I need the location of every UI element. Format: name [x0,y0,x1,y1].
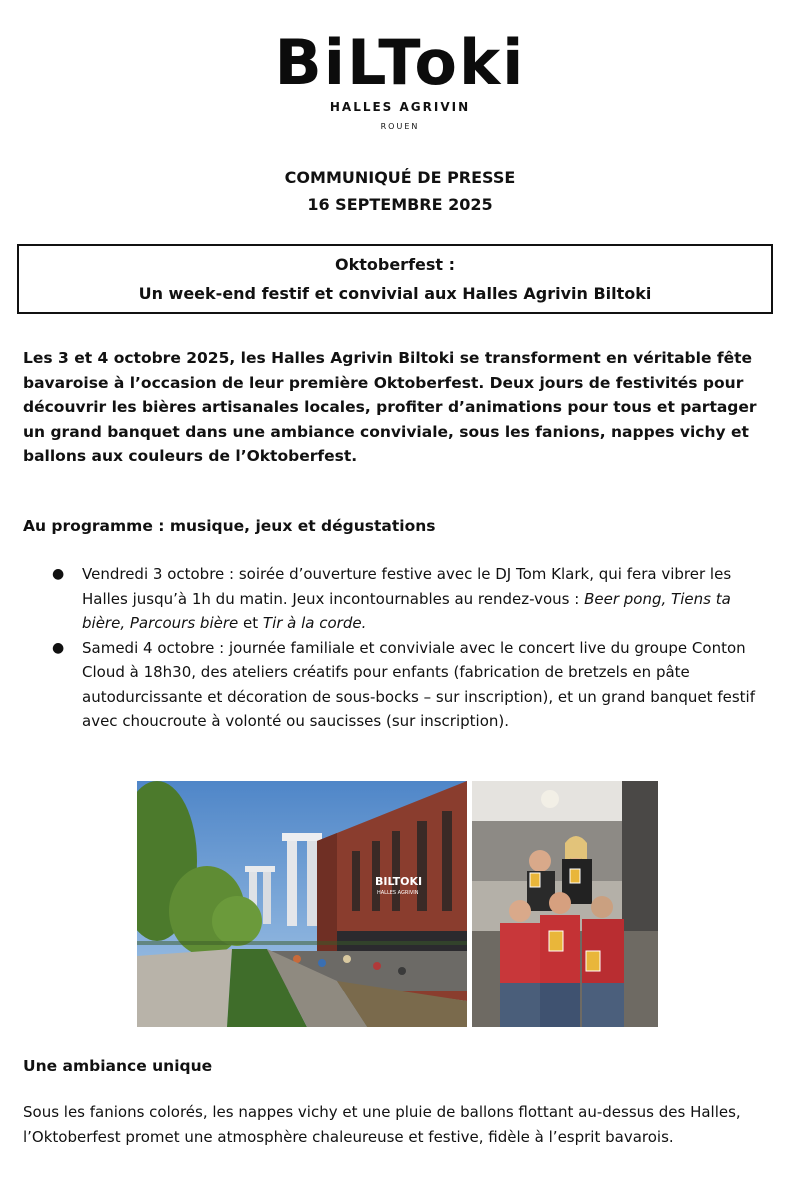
ambiance-paragraph: Sous les fanions colorés, les nappes vichy et une pluie de ballons flottant au-dessus des Halles, l’Oktoberfest promet une atmosphère chaleureuse et festive, fidèle à l’esprit bavarois. [23,1103,741,1146]
list-item [52,562,772,636]
building-sign: BILTOKI [375,875,423,888]
list-item [52,636,772,734]
intro-paragraph: Les 3 et 4 octobre 2025, les Halles Agrivin Biltoki se transforment en véritable fête bavaroise à l’occasion de leur première Oktoberfest. Deux jours de festivités pour découvrir les bières artisanales locales, profiter d’animations pour tous et partager un grand banquet dans une ambiance conviviale, sous les fanions, nappes vichy et ballons aux couleurs de l’Oktoberfest. [23,349,757,465]
press-header [0,164,800,218]
title-line-1: Oktoberfest : [334,255,456,274]
games-last: Tir à la corde. [262,614,367,632]
connector-text: et [238,614,263,632]
bullet-text: Samedi 4 octobre : journée familiale et conviviale avec le concert live du groupe Conton Cloud à 18h30, des ateliers créatifs pour enfants (fabrication de bretzels en pâte autodurcissante et décoration de sous-bocks – sur inscription), et un grand banquet festif avec choucroute à volonté ou saucisses (sur inscription). [82,638,755,730]
biltoki-logo [0,26,800,131]
logo-subtitle: HALLES AGRIVIN [329,100,471,114]
building-sign-sub: HALLES AGRIVIN [377,890,419,896]
bullet-text: Vendredi 3 octobre : soirée d’ouverture festive avec le DJ Tom Klark, qui fera vibrer les Halles jusqu’à 1h du matin. Jeux incontournables au rendez-vous : [82,565,732,608]
logo-wordmark: BiLToki [274,26,526,99]
program-heading: Au programme : musique, jeux et dégustations [23,517,436,535]
title-box [17,244,773,314]
ambiance-heading: Une ambiance unique [23,1057,213,1075]
photo-exterior [137,781,467,1027]
logo-city: ROUEN [380,122,420,131]
program-list [52,562,772,734]
title-line-2: Un week-end festif et convivial aux Halles Agrivin Biltoki [138,284,652,303]
bullet-icon: ● [52,566,65,582]
games-list: Beer pong, Tiens ta bière, Parcours bière [82,589,731,632]
press-date: 16 SEPTEMBRE 2025 [307,195,493,214]
bullet-icon: ● [52,639,65,656]
photo-team [472,781,658,1027]
press-label: COMMUNIQUÉ DE PRESSE [284,168,516,187]
